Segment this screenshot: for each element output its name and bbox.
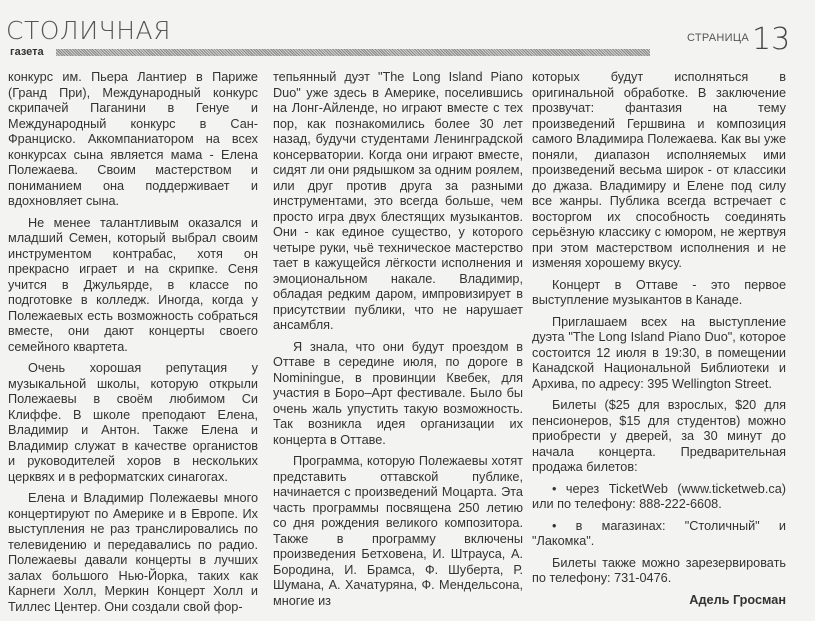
ticket-option-stores: • в магазинах: "Столичный" и "Лакомка". (532, 519, 786, 550)
ticket-option-online: • через TicketWeb (www.ticketweb.ca) или по телефону: 888-222-6608. (532, 482, 786, 513)
paragraph: тепьянный дуэт "The Long Island Piano Duo" уже здесь в Америке, поселившись на Лонг-Айленде, но играют вместе с тех пор, как познакомились более 30 лет назад, будучи студентами Ленинградской консерватории. Когда они играют вместе, сидят ли они рядышком за одним роялем, или друг против друга за разными инструментами, это всегда больше, чем просто игра двух блестящих музыкантов. Они - как единое существо, у которого четыре руки, чьё техническое мастерство тает в кажущейся лёгкости исполнения и эмоциональном накале. Владимир, обладая редким даром, импровизирует в присутствии публики, что не нарушает ансамбля. (273, 70, 523, 332)
article-column-3 (532, 70, 786, 614)
newspaper-title: СТОЛИЧНАЯ (6, 16, 171, 45)
article-column-1 (8, 70, 258, 621)
page-label: СТРАНИЦА (687, 32, 749, 44)
author-byline: Адель Гросман (689, 592, 786, 607)
paragraph: Я знала, что они будут проездом в Оттаве в середине июля, по дороге в Nominingue, в провинции Квебек, для участия в Боро–Арт фестивале. Было бы очень жаль упустить такую возможность. Так возникла идея организации их концерта в Оттаве. (273, 339, 523, 447)
newspaper-subtitle: газета (10, 46, 44, 58)
header-rule-divider (56, 49, 650, 56)
paragraph: конкурс им. Пьера Лантиер в Париже (Гранд При), Международный конкурс скрипачей Паганини в Генуе и Международный конкурс в Сан-Франциско. Аккомпаниатором на всех конкурсах сына является мама - Елена Полежаева. Своим мастерством и пониманием она поддерживает и вдохновляет сына. (8, 70, 258, 208)
page-number: 13 (752, 22, 791, 57)
article-body (0, 70, 815, 614)
paragraph: Очень хорошая репутация у музыкальной школы, которую открыли Полежаевы в своём любимом Си Клиффе. В школе преподают Елена, Владимир и Антон. Также Елена и Владимир служат в качестве органистов и руководителей хоров в нескольких церквях и в реформатских синагогах. (8, 361, 258, 484)
masthead (0, 0, 815, 70)
paragraph: Не менее талантливым оказался и младший Семен, который выбрал своим инструментом контрабас, хотя он прекрасно играет и на скрипке. Сеня учится в Джульярде, в классе по подготовке в колледж. Иногда, когда у Полежаевых есть возможность собраться вместе, они дают концерты своего семейного квартета. (8, 215, 258, 354)
paragraph: Программа, которую Полежаевы хотят представить оттавской публике, начинается с произведений Моцарта. Эта часть программы посвящена 250 летию со дня рождения великого композитора. Также в программу включены произведения Бетховена, И. Штрауса, А. Бородина, И. Брамса, Ф. Шуберта, Р. Шумана, А. Хачатуряна, Ф. Мендельсона, многие из (273, 454, 523, 608)
paragraph: Билеты ($25 для взрослых, $20 для пенсионеров, $15 для студентов) можно приобрести у дверей, за 30 минут до начала концерта. Предварительная продажа билетов: (532, 398, 786, 474)
paragraph: которых будут исполняться в оригинальной обработке. В заключение прозвучат: фантазия на тему произведений Гершвина и композиция самого Владимира Полежаева. Как вы уже поняли, диапазон исполняемых ими произведений весьма широк - от классики до джаза. Владимиру и Елене под силу все жанры. Публика всегда встречает с восторгом их способность соединять серьёзную классику с юмором, не жертвуя при этом мастерством исполнения и не изменяя хорошему вкусу. (532, 70, 786, 270)
article-column-2 (273, 70, 523, 615)
paragraph: Елена и Владимир Полежаевы много концертируют по Америке и в Европе. Их выступления не раз транслировались по телевидению и передавались по радио. Полежаевы давали концерты в лучших залах большого Нью-Йорка, таких как Карнеги Холл, Меркин Концерт Холл и Тиллес Центер. Они создали свой фор- (8, 491, 258, 614)
paragraph: Билеты также можно зарезервировать по телефону: 731-0476. (532, 555, 786, 585)
paragraph: Приглашаем всех на выступление дуэта "The Long Island Piano Duo", которое состоится 12 июля в 19:30, в помещении Канадской Национальной Библиотеки и Архива, по адресу: 395 Wellington Street. (532, 314, 786, 391)
paragraph: Концерт в Оттаве - это первое выступление музыкантов в Канаде. (532, 277, 786, 307)
